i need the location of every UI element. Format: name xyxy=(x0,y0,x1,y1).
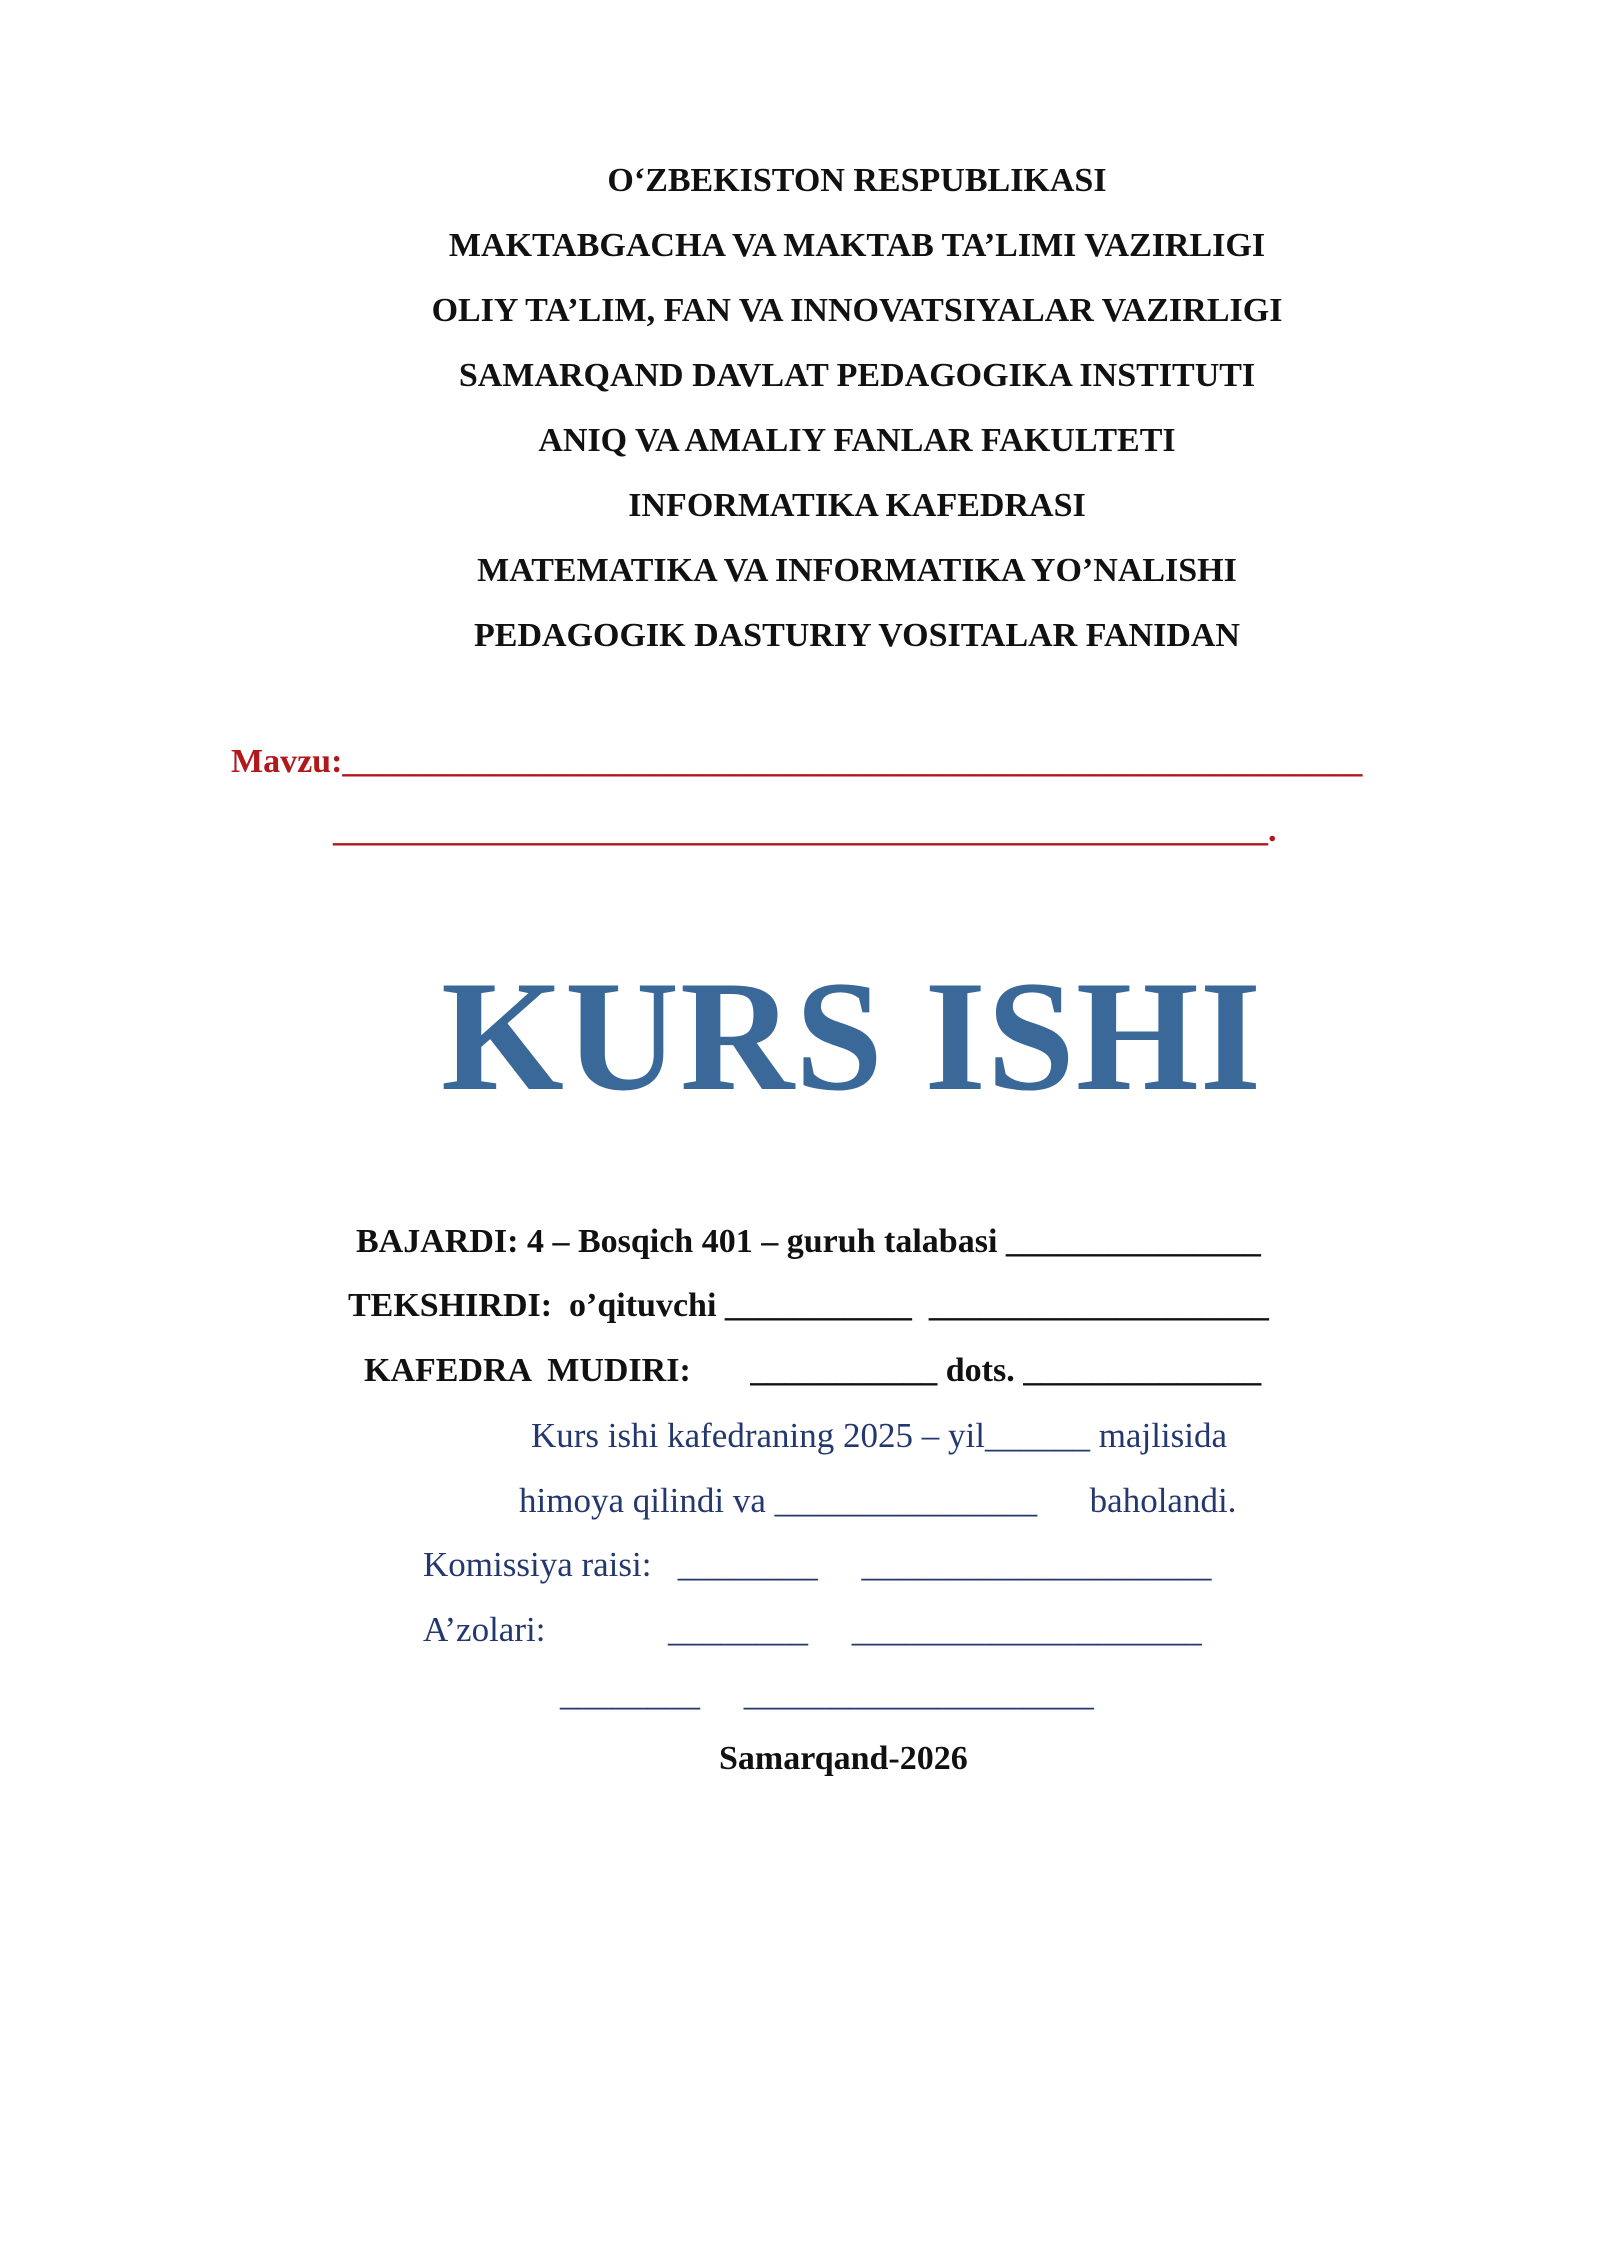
defense-line-1: Kurs ishi kafedraning 2025 – yil______ majlisida xyxy=(531,1416,1228,1455)
document-title: KURS ISHI xyxy=(441,949,1263,1124)
defense-line-2: himoya qilindi va _______________ baholandi. xyxy=(519,1481,1237,1520)
commission-chair-line: Komissiya raisi: ________ ____________________ xyxy=(423,1545,1212,1584)
commission-members-line: A’zolari: ________ ____________________ xyxy=(423,1610,1202,1649)
header-line-faculty: ANIQ VA AMALIY FANLAR FAKULTETI xyxy=(538,422,1176,459)
header-line-country: O‘ZBEKISTON RESPUBLIKASI xyxy=(607,162,1107,199)
header-line-institute: SAMARQAND DAVLAT PEDAGOGIKA INSTITUTI xyxy=(458,357,1256,394)
header-line-department: INFORMATIKA KAFEDRASI xyxy=(628,487,1086,524)
header-line-ministry-higher-ed: OLIY TA’LIM, FAN VA INNOVATSIYALAR VAZIRLIGI xyxy=(431,292,1283,329)
city-year: Samarqand-2026 xyxy=(719,1740,968,1777)
header-line-direction: MATEMATIKA VA INFORMATIKA YO’NALISHI xyxy=(477,552,1237,589)
department-head-line: KAFEDRA MUDIRI: ___________ dots. ______________ xyxy=(364,1352,1262,1389)
performer-line: BAJARDI: 4 – Bosqich 401 – guruh talabasi _______________ xyxy=(356,1223,1261,1260)
header-line-ministry-preschool: MAKTABGACHA VA MAKTAB TA’LIMI VAZIRLIGI xyxy=(448,227,1266,264)
topic-line-1: Mavzu:____________________________________________________________ xyxy=(231,743,1363,780)
institution-header xyxy=(0,148,1600,668)
header-line-subject: PEDAGOGIK DASTURIY VOSITALAR FANIDAN xyxy=(474,617,1240,654)
commission-extra-member-line: ________ ____________________ xyxy=(560,1674,1094,1713)
checker-line: TEKSHIRDI: o’qituvchi ___________ ____________________ xyxy=(348,1287,1269,1324)
topic-line-2: _______________________________________________________. xyxy=(333,812,1277,849)
